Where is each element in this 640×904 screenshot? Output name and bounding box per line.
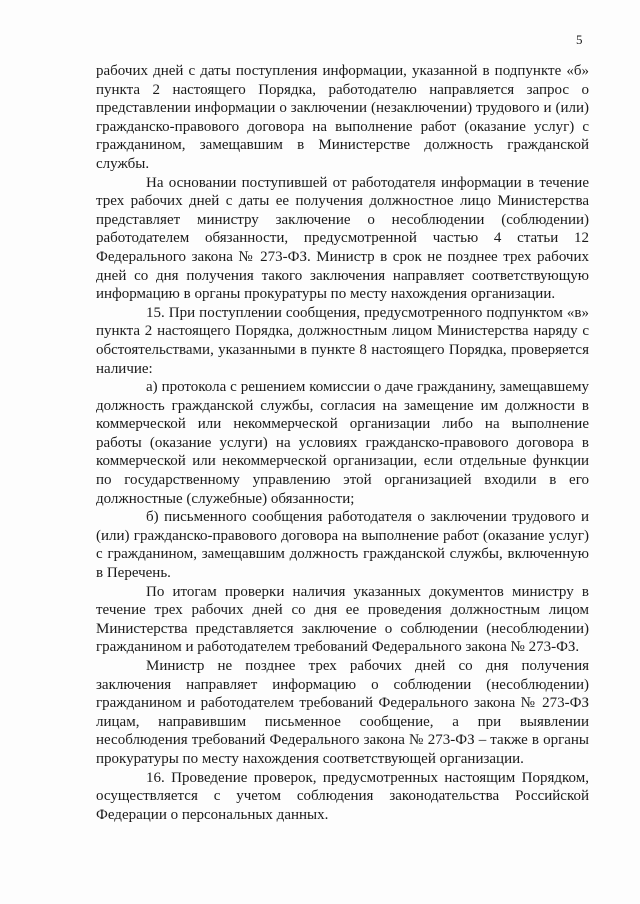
paragraph-employer-info-conclusion: На основании поступившей от работодателя информации в течение трех рабочих дней с даты ее получения должностное лицо Министерства представляет министру заключение о несоблюдении (соблюдении) работодателем обязанности, предусмотренной частью 4 статьи 12 Федерального закона № 273-ФЗ. Министр в срок не позднее трех рабочих дней со дня получения такого заключения направляет соответствующую информацию в органы прокуратуры по месту нахождения организации. (96, 174, 589, 303)
paragraph-item-15: 15. При поступлении сообщения, предусмотренного подпунктом «в» пункта 2 настоящего Порядка, должностным лицом Министерства наряду с обстоятельствами, указанными в пункте 8 настоящего Порядка, проверяется наличие: (96, 304, 589, 377)
page-number: 5 (576, 32, 583, 47)
document-body (96, 62, 589, 824)
paragraph-continuation-request: рабочих дней с даты поступления информации, указанной в подпункте «б» пункта 2 настоящего Порядка, работодателю направляется запрос о представлении информации о заключении (незаключении) трудового и (или) гражданско-правового договора на выполнение работ (оказание услуг) с гражданином, замещавшим в Министерстве должность гражданской службы. (96, 63, 589, 172)
paragraph-minister-notification: Министр не позднее трех рабочих дней со дня получения заключения направляет информацию о соблюдении (несоблюдении) гражданином и работодателем требований Федерального закона № 273-ФЗ лицам, направившим письменное сообщение, а при выявлении несоблюдения требований Федерального закона № 273-ФЗ – также в органы прокуратуры по месту нахождения соответствующей организации. (96, 658, 589, 767)
paragraph-subitem-a: а) протокола с решением комиссии о даче гражданину, замещавшему должность гражданской службы, согласия на замещение им должности в коммерческой или некоммерческой организации либо на выполнение работы (оказание услуги) на условиях гражданско-правового договора в коммерческой или некоммерческой организации, если отдельные функции по государственному управлению этой организацией входили в его должностные (служебные) обязанности; (96, 379, 589, 507)
paragraph-check-results: По итогам проверки наличия указанных документов министру в течение трех рабочих дней со дня ее проведения должностным лицом Министерства представляется заключение о соблюдении (несоблюдении) гражданином и работодателем требований Федерального закона № 273-ФЗ. (96, 583, 589, 656)
paragraph-subitem-b: б) письменного сообщения работодателя о заключении трудового и (или) гражданско-правового договора на выполнение работ (оказание услуг) с гражданином, замещавшим должность гражданской службы, включенную в Перечень. (96, 509, 589, 582)
paragraph-item-16: 16. Проведение проверок, предусмотренных настоящим Порядком, осуществляется с учетом соблюдения законодательства Российской Федерации о персональных данных. (96, 769, 589, 823)
